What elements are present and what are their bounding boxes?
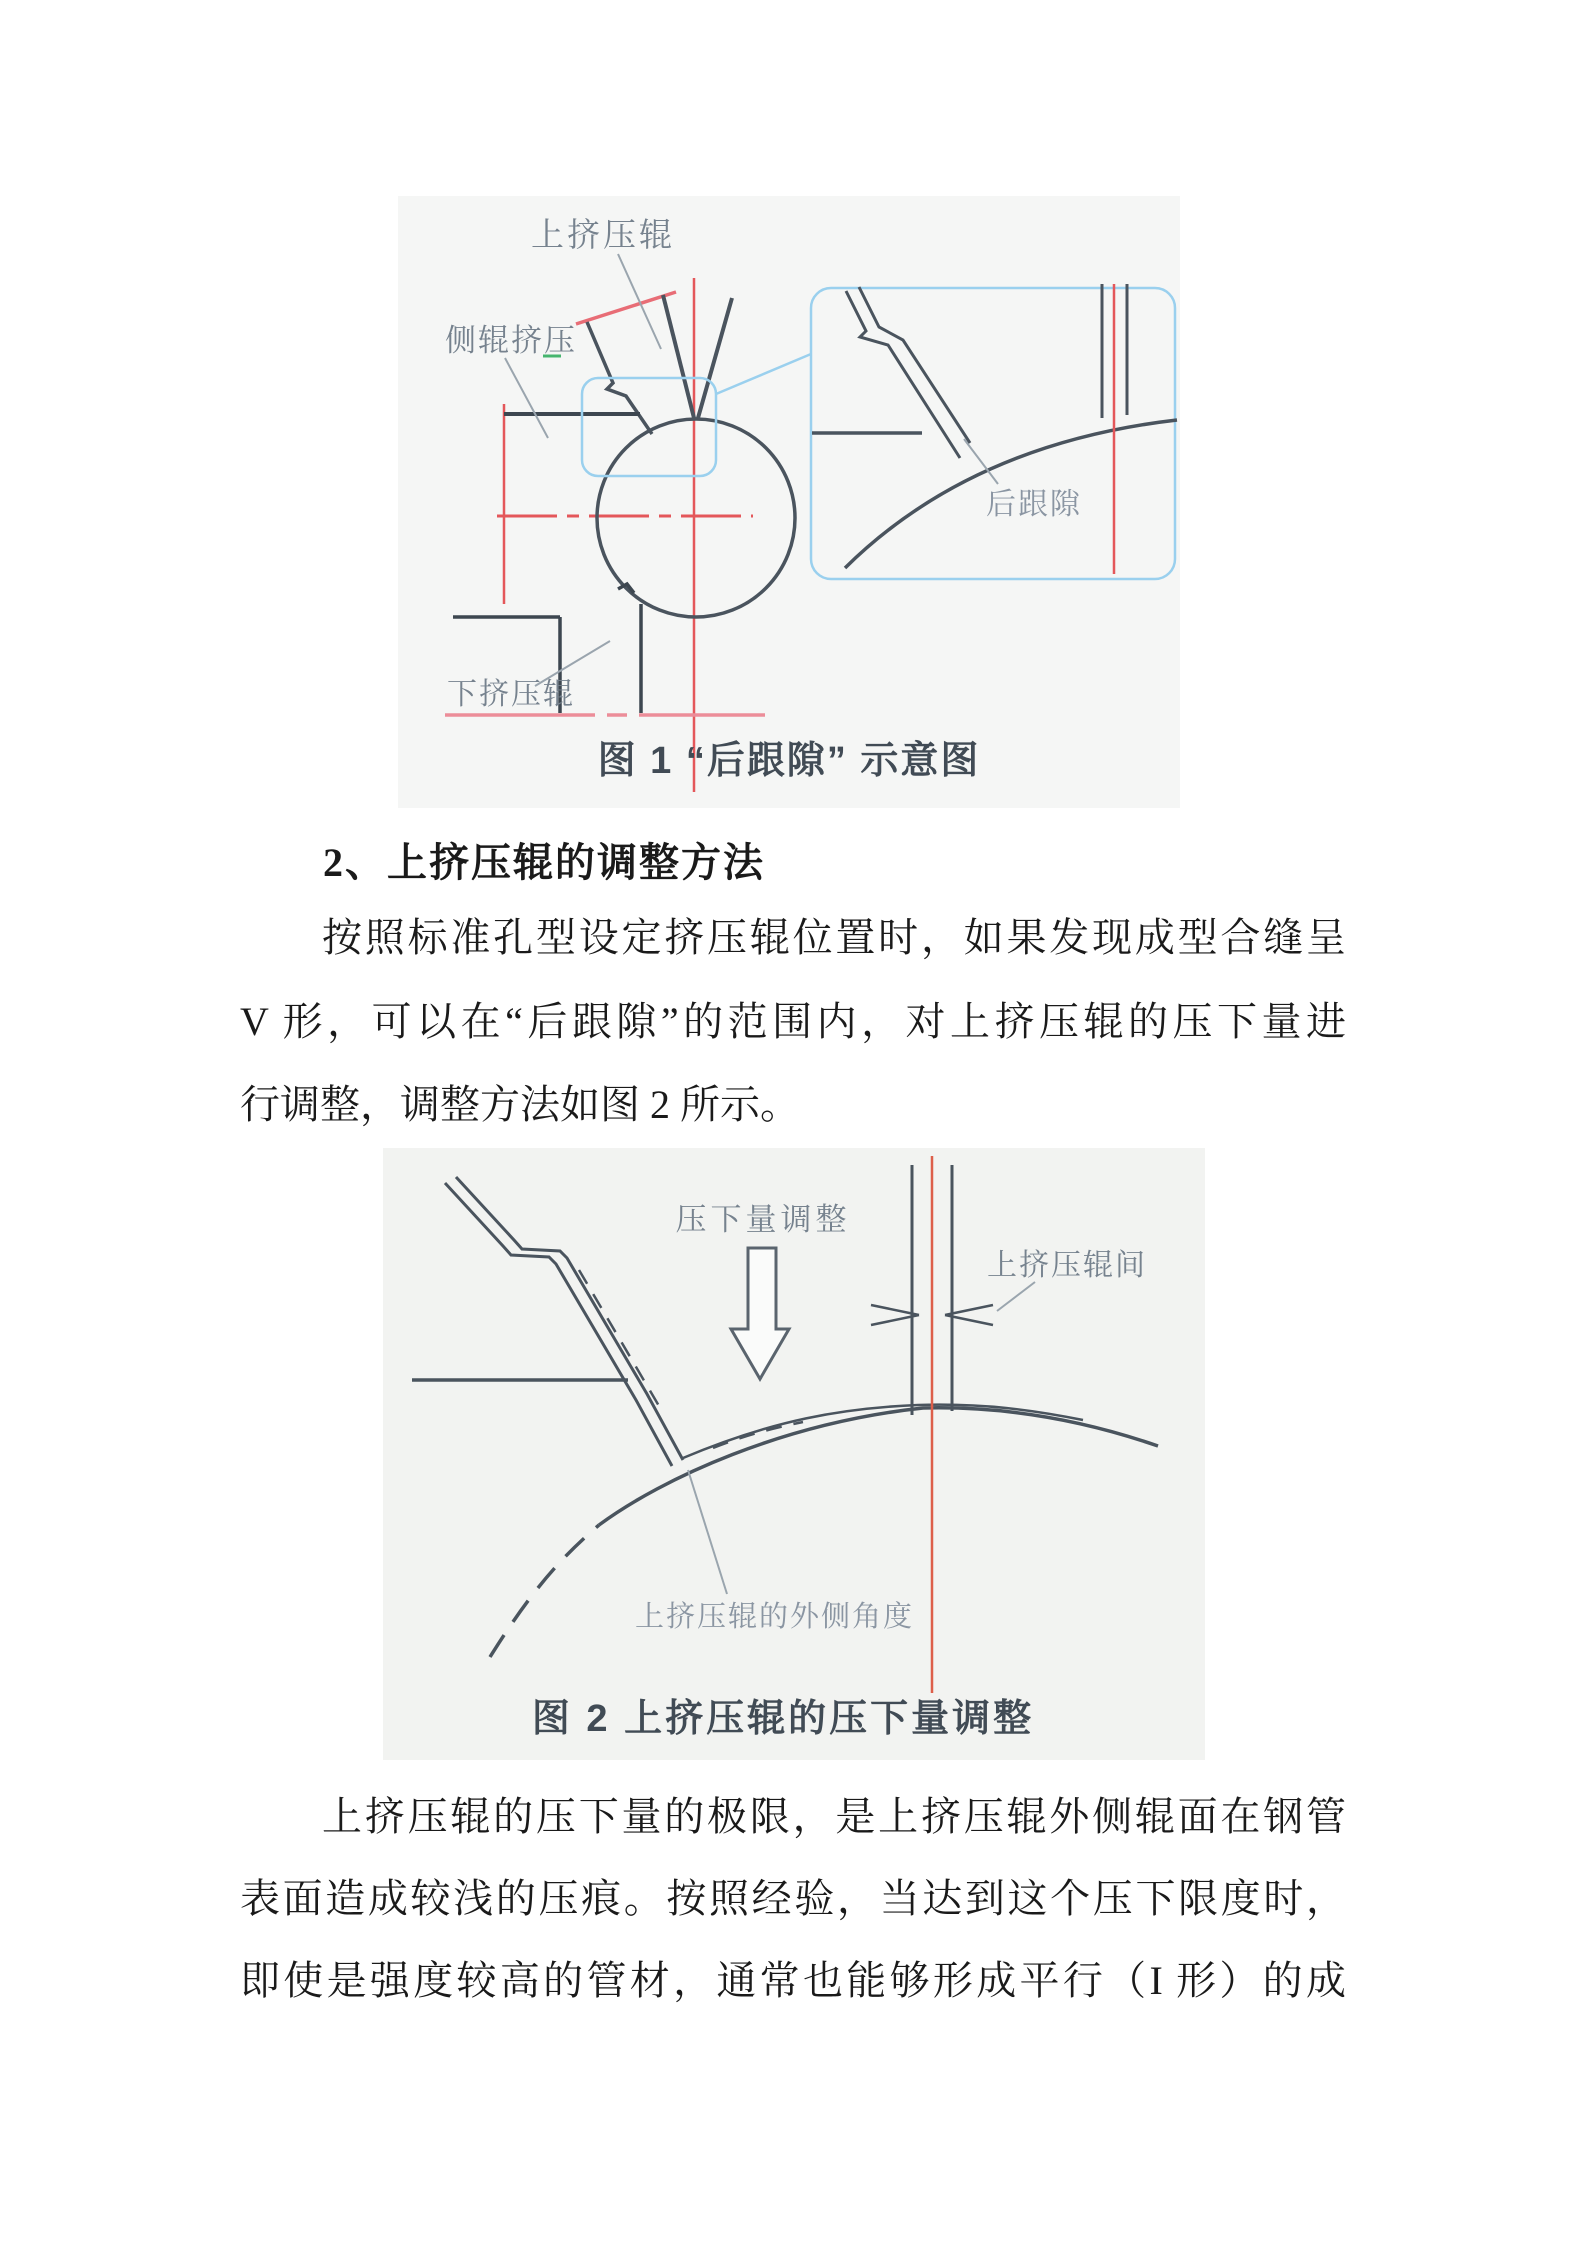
fig1-heel-gap-label: 后跟隙 xyxy=(986,488,1082,521)
fig1-top-roll-label: 上挤压辊 xyxy=(531,216,675,253)
paragraph-line: 表面造成较浅的压痕。按照经验，当达到这个压下限度时， xyxy=(240,1876,1346,1921)
paragraph-line: 行调整，调整方法如图 2 所示。 xyxy=(240,1082,800,1127)
figure2-diagram xyxy=(383,1148,1205,1770)
fig2-press-adjust-label: 压下量调整 xyxy=(675,1202,851,1237)
fig2-outer-angle-label: 上挤压辊的外侧角度 xyxy=(635,1601,915,1633)
figure2-caption: 图 2 上挤压辊的压下量调整 xyxy=(531,1698,1035,1740)
paragraph-2 xyxy=(240,1776,1346,2022)
paragraph-line: 即使是强度较高的管材，通常也能够形成平行（I 形）的成 xyxy=(240,1958,1346,2003)
figure2-background xyxy=(383,1148,1205,1760)
figure1-diagram xyxy=(398,196,1180,808)
paragraph-line: V 形，可以在“后跟隙”的范围内，对上挤压辊的压下量进 xyxy=(240,998,1346,1044)
paragraph-line: 上挤压辊的压下量的极限，是上挤压辊外侧辊面在钢管 xyxy=(322,1794,1346,1839)
fig1-bottom-roll-label: 下挤压辊 xyxy=(447,678,575,711)
section-heading: 2、上挤压辊的调整方法 xyxy=(323,840,765,885)
fig1-side-roll-label: 侧辊挤压 xyxy=(445,323,577,358)
figure1-caption: 图 1 “后跟隙” 示意图 xyxy=(597,740,981,782)
paragraph-line: 按照标准孔型设定挤压辊位置时，如果发现成型合缝呈 xyxy=(322,915,1346,960)
fig2-roll-gap-label: 上挤压辊间 xyxy=(987,1249,1147,1282)
paragraph-1 xyxy=(240,896,1346,1147)
